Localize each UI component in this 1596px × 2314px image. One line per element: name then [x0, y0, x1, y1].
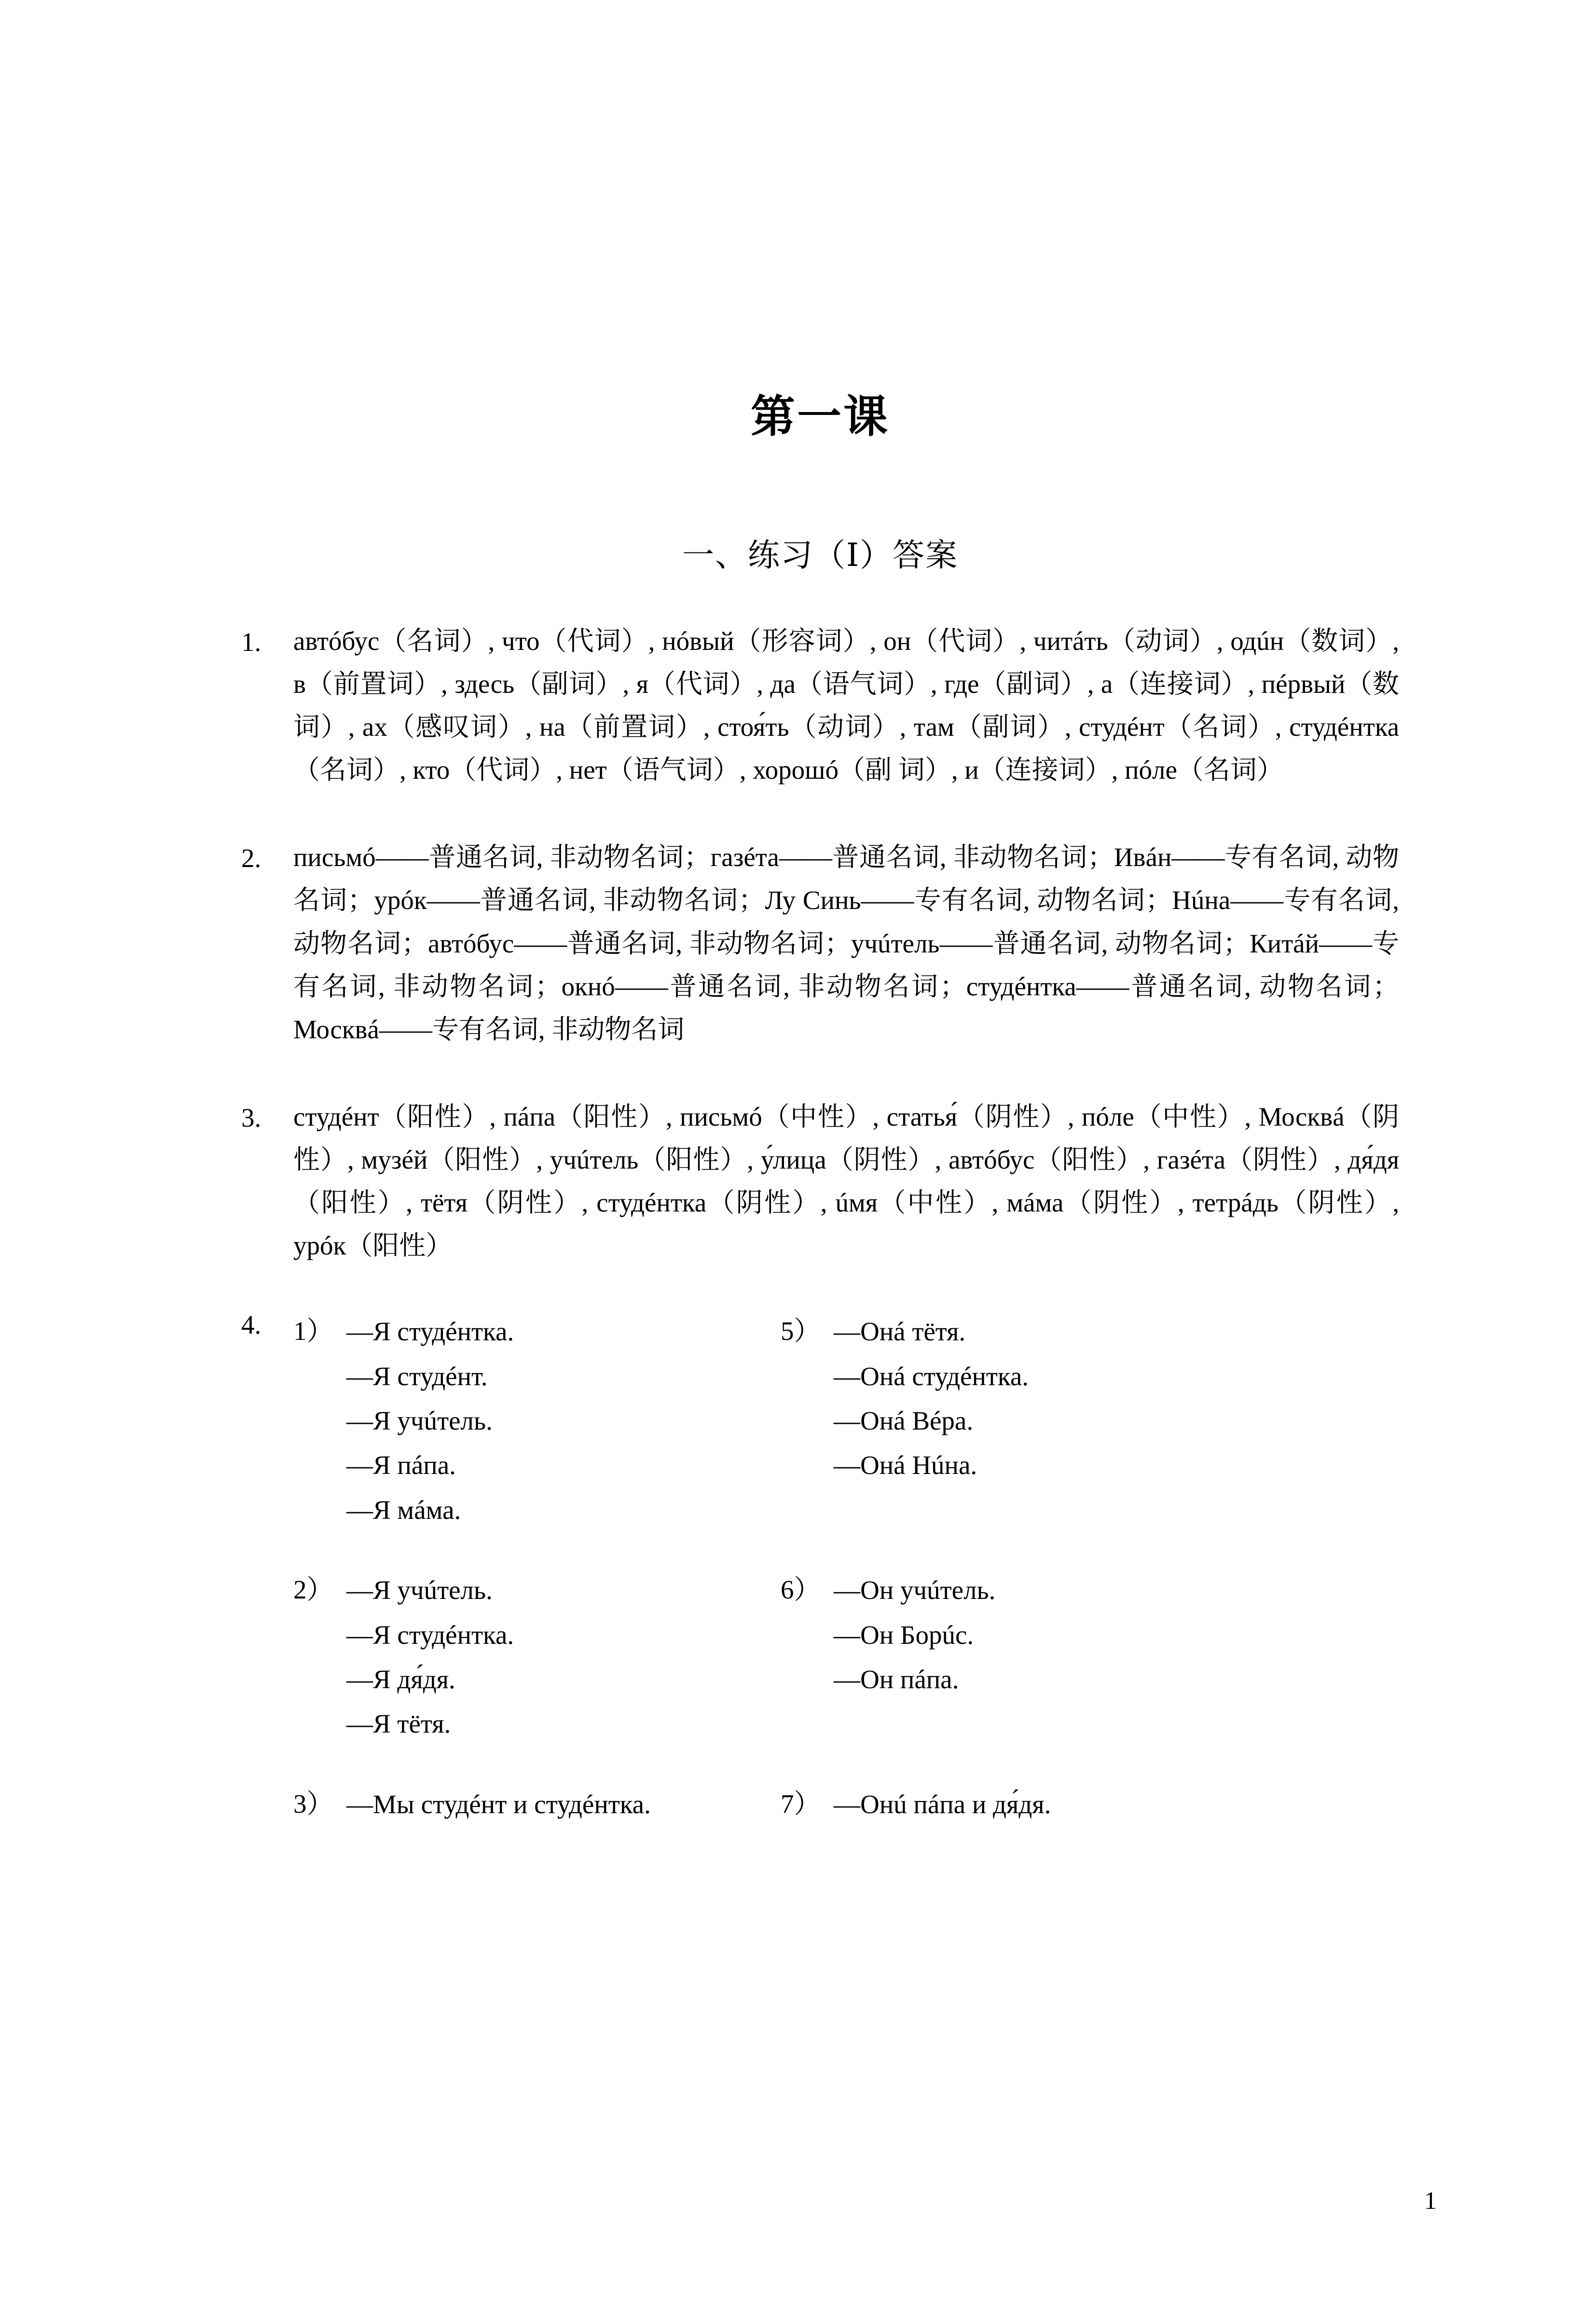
dialogue-lines — [834, 1782, 1399, 1827]
exercise-text: студéнт（阳性）, пáпа（阳性）, письмó（中性）, статья́（阴性）, пóле（中性）, Москвá（阴性）, музéй（阳性）, учúтель（阳性）, у́лица（阴性）, автóбус（阳性）, газéта（阴性）, дя́дя（阳性）, тётя（阴性）, студéнтка（阴性）, úмя（中性）, мáма（阴性）, тетрáдь（阴性）, урóк（阳性） — [293, 1102, 1399, 1261]
chapter-title: 第一课 — [750, 391, 890, 442]
dialogue-label: 6） — [781, 1575, 821, 1605]
dialogue-col-right — [781, 1782, 1399, 1827]
dialogue-line: —Я пáпа. — [346, 1450, 456, 1480]
dialogue-group — [293, 1568, 1399, 1747]
section-title: 一、练习（Ⅰ）答案 — [682, 537, 959, 574]
dialogue-line: —Я студéнтка. — [346, 1620, 514, 1650]
dialogue-line: —Я тётя. — [346, 1709, 451, 1739]
dialogue-line: —Онá Вéра. — [834, 1406, 974, 1435]
dialogue-line: —Я мáма. — [346, 1495, 461, 1525]
dialogue-col-left — [293, 1568, 781, 1747]
exercise-4 — [241, 1309, 1399, 1862]
exercise-body — [293, 620, 1399, 791]
dialogue-line: —Я студéнтка. — [346, 1317, 514, 1347]
exercise-number: 4. — [241, 1310, 261, 1340]
dialogue-lines — [346, 1568, 781, 1747]
exercise-text: автóбус（名词）, что（代词）, нóвый（形容词）, он（代词）, читáть（动词）, одúн（数词）, в（前置词）, здесь（副词）, я（代词）, да（语气词）, где（副词）, а（连接词）, пéрвый（数词）, ах（感叹词）, на（前置词）, стоя́ть（动词）, там（副词）, студéнт（名词）, студéнтка（名词）, кто（代词）, нет（语气词）, хорошó（副 词）, и（连接词）, пóле（名词） — [293, 626, 1399, 785]
dialogue-label: 1） — [293, 1316, 333, 1346]
dialogue-columns — [293, 1309, 1399, 1862]
page-content — [241, 381, 1399, 1862]
dialogue-line: —Я учúтель. — [346, 1575, 493, 1605]
exercise-body — [293, 1095, 1399, 1267]
dialogue-line: —Онá тётя. — [834, 1317, 966, 1347]
dialogue-lines — [834, 1568, 1399, 1747]
dialogue-line: —Он учúтель. — [834, 1575, 996, 1605]
exercise-2 — [241, 836, 1399, 1050]
page-number: 1 — [1424, 2187, 1437, 2215]
dialogue-label: 2） — [293, 1575, 333, 1605]
dialogue-lines — [346, 1309, 781, 1532]
dialogue-col-right — [781, 1568, 1399, 1747]
dialogue-col-left — [293, 1782, 781, 1827]
dialogue-group — [293, 1782, 1399, 1827]
dialogue-line: —Мы студéнт и студéнтка. — [346, 1789, 651, 1819]
dialogue-label: 3） — [293, 1789, 333, 1818]
exercise-number: 3. — [241, 1102, 261, 1132]
dialogue-group — [293, 1309, 1399, 1532]
dialogue-line: —Я студéнт. — [346, 1361, 488, 1391]
dialogue-line: —Я дя́дя. — [346, 1664, 455, 1694]
exercise-number: 2. — [241, 843, 261, 873]
exercise-3 — [241, 1095, 1399, 1267]
dialogue-line: —Онá Нúна. — [834, 1450, 977, 1480]
dialogue-line: —Онá студéнтка. — [834, 1361, 1029, 1391]
dialogue-line: —Он Борúс. — [834, 1620, 974, 1650]
exercise-1 — [241, 620, 1399, 791]
dialogue-label: 5） — [781, 1316, 821, 1346]
dialogue-line: —Он пáпа. — [834, 1664, 959, 1694]
dialogue-line: —Я учúтель. — [346, 1406, 493, 1435]
exercise-number: 1. — [241, 627, 261, 657]
dialogue-lines — [834, 1309, 1399, 1532]
exercise-text: письмó——普通名词, 非动物名词；газéта——普通名词, 非动物名词；Ивáн——专有名词, 动物名词；урóк——普通名词, 非动物名词；Лу Синь——专有名词, 动物名词；Нúна——专有名词, 动物名词；автóбус——普通名词, 非动物名词；учúтель——普通名词, 动物名词；Китáй——专有名词, 非动物名词；окнó——普通名词, 非动物名词；студéнтка——普通名词, 动物名词；Москвá——专有名词, 非动物名词 — [293, 842, 1399, 1044]
dialogue-col-right — [781, 1309, 1399, 1532]
dialogue-lines — [346, 1782, 781, 1827]
exercise-body — [293, 836, 1399, 1050]
dialogue-label: 7） — [781, 1789, 821, 1818]
dialogue-line: —Онú пáпа и дя́дя. — [834, 1789, 1051, 1819]
dialogue-col-left — [293, 1309, 781, 1532]
